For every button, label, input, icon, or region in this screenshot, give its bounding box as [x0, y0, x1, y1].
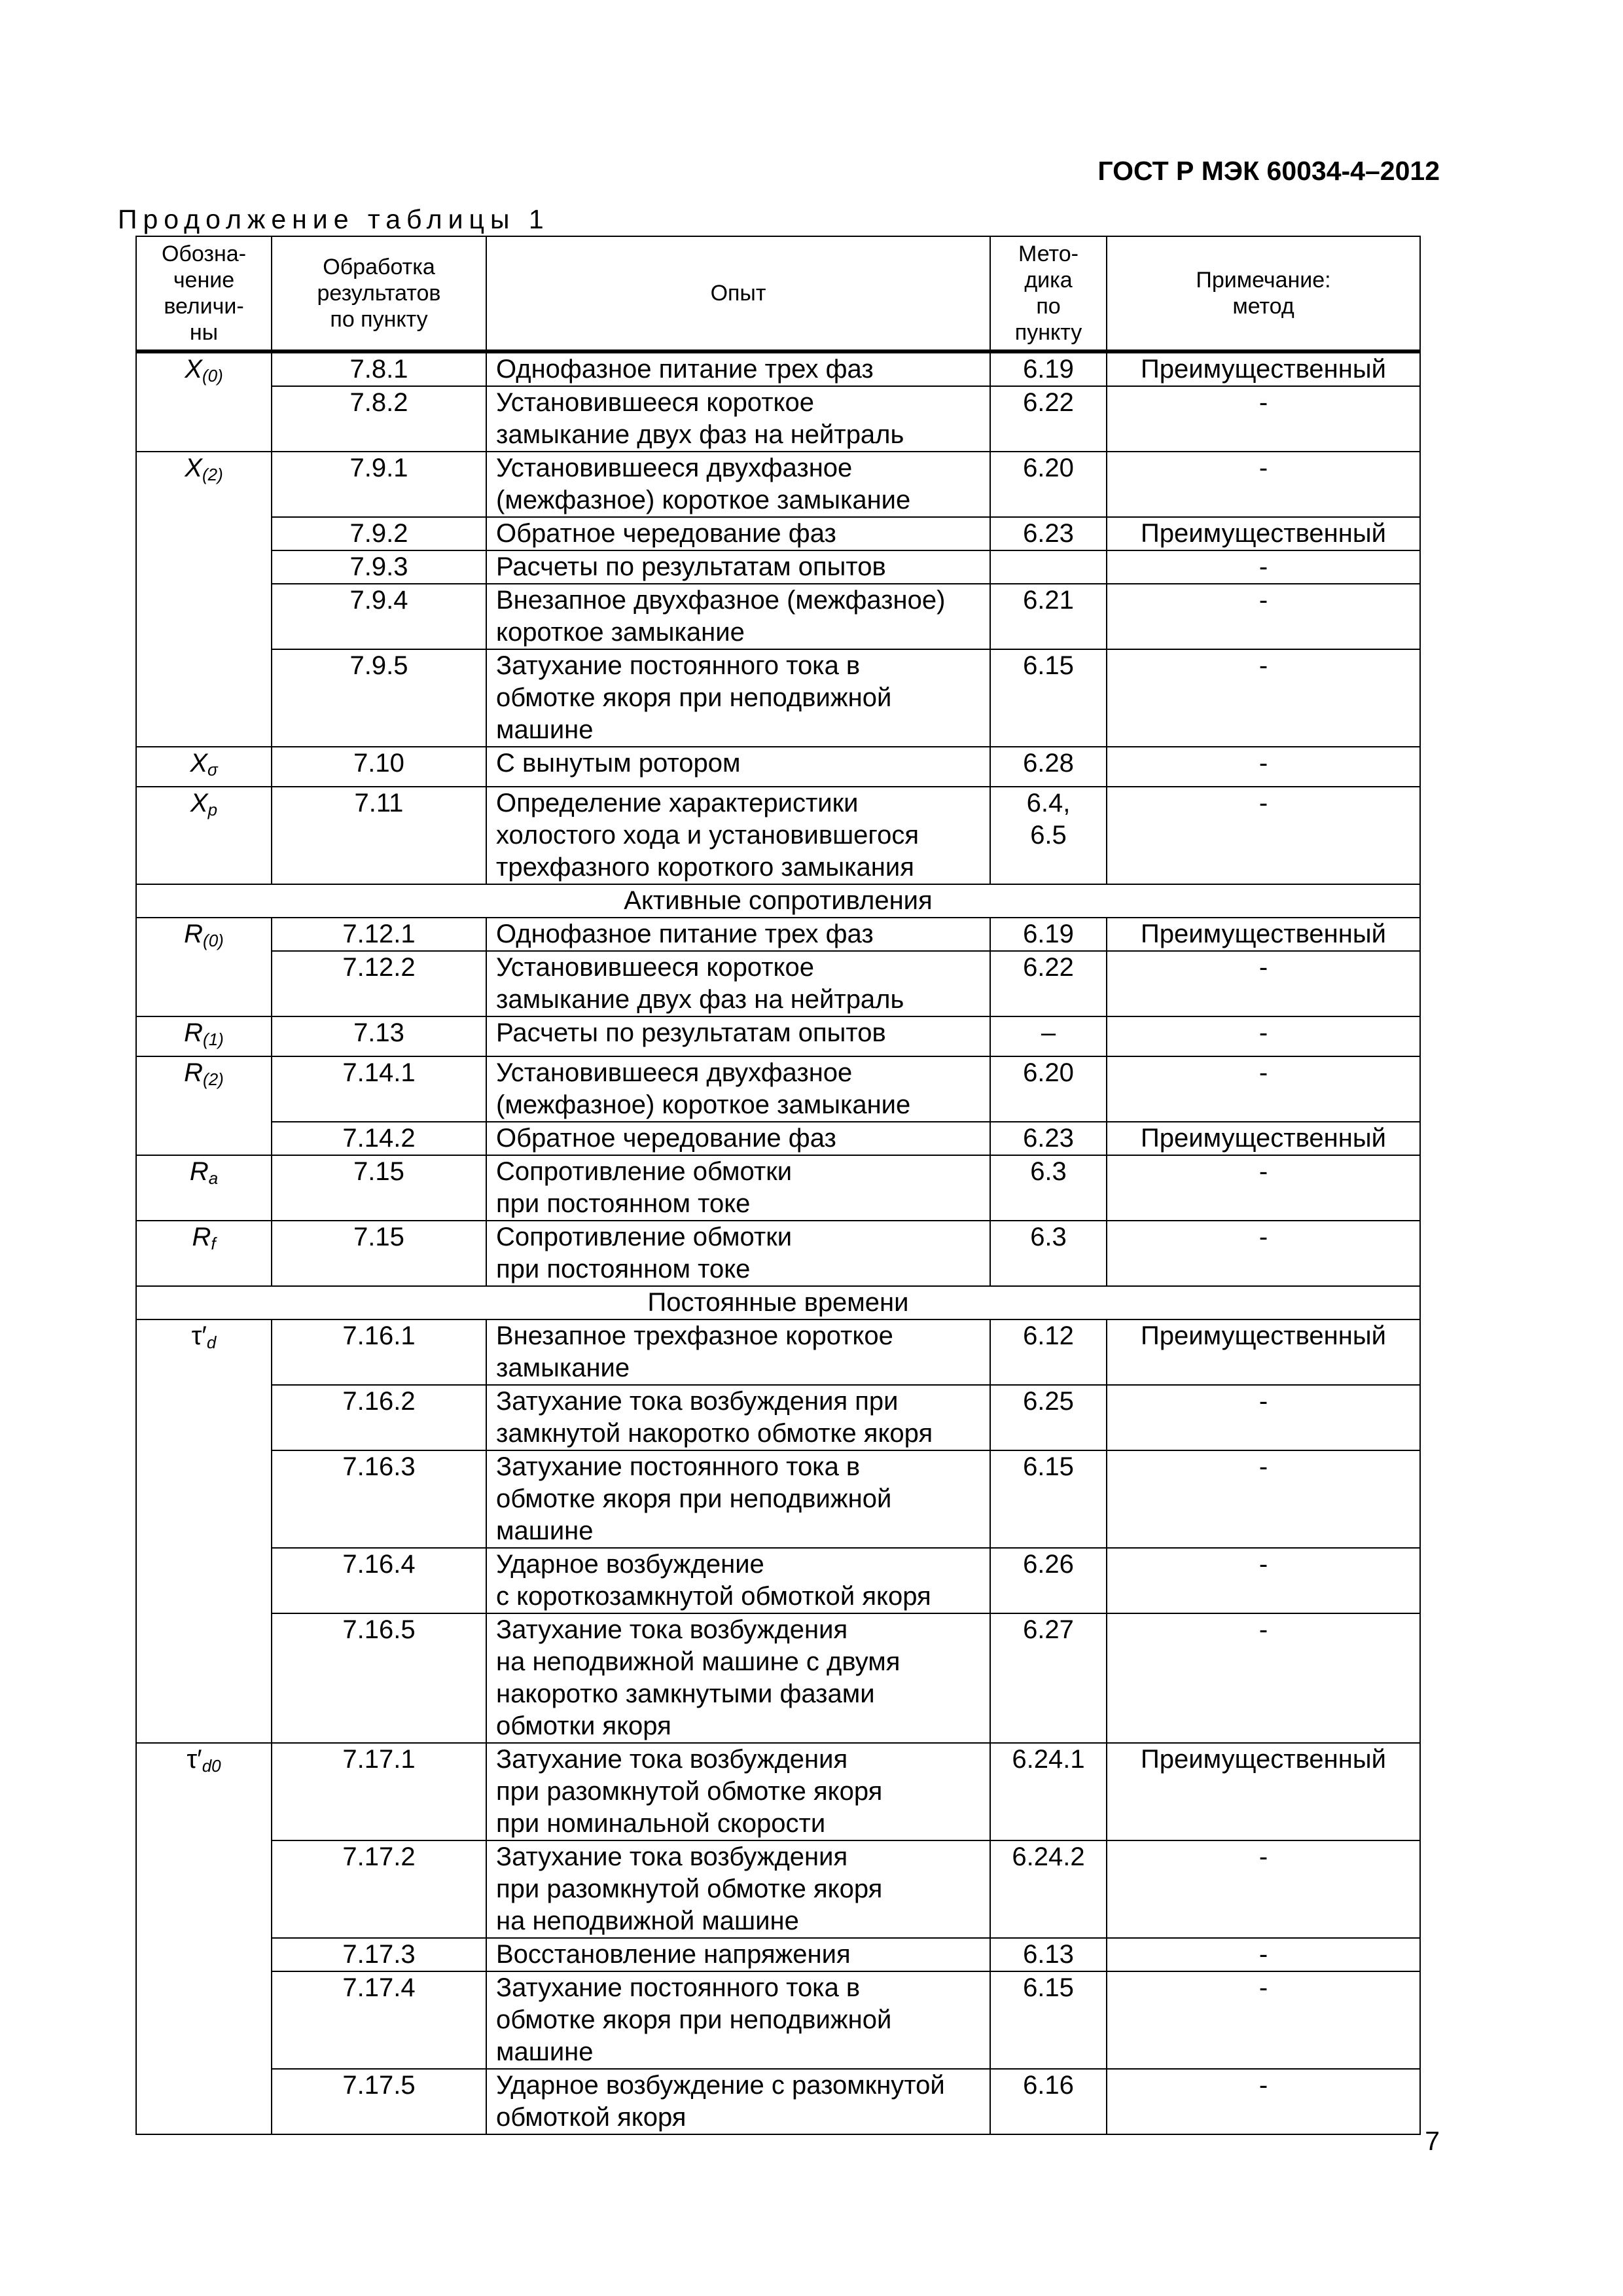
method-cell: 6.25 — [990, 1385, 1107, 1450]
test-cell: Обратное чередование фаз — [486, 517, 990, 550]
table-row — [136, 1971, 1420, 2069]
table-row — [136, 1450, 1420, 1548]
method-cell: 6.24.1 — [990, 1743, 1107, 1840]
note-cell: Преимущественный — [1107, 918, 1420, 951]
table-row — [136, 951, 1420, 1016]
clause-cell: 7.17.4 — [272, 1971, 486, 2069]
table-row — [136, 1385, 1420, 1450]
section-row — [136, 884, 1420, 918]
table-row — [136, 351, 1420, 386]
test-cell: Однофазное питание трех фаз — [486, 351, 990, 386]
test-cell: Затухание тока возбуждения при замкнутой накоротко обмотке якоря — [486, 1385, 990, 1450]
table-row — [136, 747, 1420, 787]
clause-cell: 7.12.2 — [272, 951, 486, 1016]
method-cell: 6.22 — [990, 386, 1107, 452]
header-note: Примечание: метод — [1107, 236, 1420, 351]
note-cell: - — [1107, 1548, 1420, 1613]
note-cell: - — [1107, 2069, 1420, 2134]
table-row — [136, 918, 1420, 951]
clause-cell: 7.12.1 — [272, 918, 486, 951]
test-cell: Ударное возбуждение с короткозамкнутой обмоткой якоря — [486, 1548, 990, 1613]
table-row — [136, 1221, 1420, 1286]
table-caption: Продолжение таблицы 1 — [118, 204, 550, 234]
note-cell: - — [1107, 1450, 1420, 1548]
clause-cell: 7.17.2 — [272, 1840, 486, 1938]
page-number: 7 — [1425, 2126, 1440, 2156]
table-row — [136, 1743, 1420, 1840]
note-cell: Преимущественный — [1107, 1743, 1420, 1840]
table-header-row — [136, 236, 1420, 351]
symbol-x2: $X_{(2)}$ — [136, 452, 272, 747]
note-cell: - — [1107, 1938, 1420, 1971]
clause-cell: 7.9.2 — [272, 517, 486, 550]
test-cell: Внезапное трехфазное короткое замыкание — [486, 1319, 990, 1385]
test-cell: Затухание тока возбуждения при разомкнутой обмотке якоря на неподвижной машине — [486, 1840, 990, 1938]
method-cell: 6.16 — [990, 2069, 1107, 2134]
test-cell: Внезапное двухфазное (межфазное) короткое замыкание — [486, 584, 990, 649]
symbol-tau-d0: $\tau'_{d0}$ — [136, 1743, 272, 2134]
clause-cell: 7.16.1 — [272, 1319, 486, 1385]
test-cell: Расчеты по результатам опытов — [486, 550, 990, 584]
clause-cell: 7.17.3 — [272, 1938, 486, 1971]
table-row — [136, 2069, 1420, 2134]
table-row — [136, 517, 1420, 550]
test-cell: Расчеты по результатам опытов — [486, 1016, 990, 1056]
clause-cell: 7.8.1 — [272, 351, 486, 386]
table-row — [136, 550, 1420, 584]
table-row — [136, 1613, 1420, 1743]
method-cell: 6.3 — [990, 1221, 1107, 1286]
table-row — [136, 1319, 1420, 1385]
method-cell: 6.24.2 — [990, 1840, 1107, 1938]
method-cell: 6.3 — [990, 1155, 1107, 1221]
table-row — [136, 452, 1420, 517]
method-cell: 6.27 — [990, 1613, 1107, 1743]
method-cell — [990, 550, 1107, 584]
test-cell: Сопротивление обмотки при постоянном токе — [486, 1221, 990, 1286]
note-cell: - — [1107, 1016, 1420, 1056]
header-clause: Обработка результатов по пункту — [272, 236, 486, 351]
table-row — [136, 584, 1420, 649]
method-cell: 6.26 — [990, 1548, 1107, 1613]
symbol-ra: $R_a$ — [136, 1155, 272, 1221]
note-cell: - — [1107, 1613, 1420, 1743]
method-cell: 6.20 — [990, 452, 1107, 517]
method-cell: 6.15 — [990, 1450, 1107, 1548]
note-cell: - — [1107, 584, 1420, 649]
test-cell: Определение характеристики холостого хода и установившегося трехфазного короткого замыкания — [486, 787, 990, 884]
note-cell: - — [1107, 452, 1420, 517]
note-cell: Преимущественный — [1107, 517, 1420, 550]
clause-cell: 7.14.1 — [272, 1056, 486, 1122]
document-header: ГОСТ Р МЭК 60034-4–2012 — [1097, 156, 1440, 186]
test-cell: Затухание тока возбуждения на неподвижной машине с двумя накоротко замкнутыми фазами обмотки якоря — [486, 1613, 990, 1743]
clause-cell: 7.9.3 — [272, 550, 486, 584]
table-row — [136, 1016, 1420, 1056]
note-cell: - — [1107, 1385, 1420, 1450]
test-cell: Ударное возбуждение с разомкнутой обмоткой якоря — [486, 2069, 990, 2134]
test-cell: Затухание постоянного тока в обмотке якоря при неподвижной машине — [486, 1450, 990, 1548]
clause-cell: 7.11 — [272, 787, 486, 884]
clause-cell: 7.8.2 — [272, 386, 486, 452]
clause-cell: 7.13 — [272, 1016, 486, 1056]
note-cell: Преимущественный — [1107, 1319, 1420, 1385]
test-cell: Установившееся двухфазное (межфазное) короткое замыкание — [486, 1056, 990, 1122]
test-cell: Сопротивление обмотки при постоянном токе — [486, 1155, 990, 1221]
clause-cell: 7.10 — [272, 747, 486, 787]
clause-cell: 7.16.4 — [272, 1548, 486, 1613]
note-cell: - — [1107, 951, 1420, 1016]
test-cell: Однофазное питание трех фаз — [486, 918, 990, 951]
test-cell: С вынутым ротором — [486, 747, 990, 787]
note-cell: - — [1107, 787, 1420, 884]
table-row — [136, 1155, 1420, 1221]
header-test: Опыт — [486, 236, 990, 351]
method-cell: 6.23 — [990, 1122, 1107, 1155]
note-cell: - — [1107, 550, 1420, 584]
test-cell: Затухание постоянного тока в обмотке якоря при неподвижной машине — [486, 1971, 990, 2069]
note-cell: - — [1107, 649, 1420, 747]
method-cell: 6.15 — [990, 649, 1107, 747]
table-row — [136, 1056, 1420, 1122]
symbol-x0: $X_{(0)}$ — [136, 351, 272, 452]
note-cell: Преимущественный — [1107, 1122, 1420, 1155]
note-cell: - — [1107, 1221, 1420, 1286]
clause-cell: 7.9.1 — [272, 452, 486, 517]
header-symbol: Обозна- чение величи- ны — [136, 236, 272, 351]
section-row — [136, 1286, 1420, 1319]
table-row — [136, 386, 1420, 452]
header-method: Мето- дика по пункту — [990, 236, 1107, 351]
symbol-x-sigma: $X_\sigma$ — [136, 747, 272, 787]
note-cell: - — [1107, 386, 1420, 452]
table-row — [136, 1122, 1420, 1155]
table-row — [136, 1840, 1420, 1938]
clause-cell: 7.17.5 — [272, 2069, 486, 2134]
symbol-tau-d: $\tau'_d$ — [136, 1319, 272, 1743]
method-cell: 6.19 — [990, 351, 1107, 386]
clause-cell: 7.9.4 — [272, 584, 486, 649]
test-cell: Восстановление напряжения — [486, 1938, 990, 1971]
test-cell: Установившееся двухфазное (межфазное) короткое замыкание — [486, 452, 990, 517]
method-cell: 6.13 — [990, 1938, 1107, 1971]
clause-cell: 7.15 — [272, 1155, 486, 1221]
test-cell: Установившееся короткое замыкание двух фаз на нейтраль — [486, 951, 990, 1016]
clause-cell: 7.9.5 — [272, 649, 486, 747]
method-cell: – — [990, 1016, 1107, 1056]
symbol-r2: $R_{(2)}$ — [136, 1056, 272, 1155]
method-cell: 6.4, 6.5 — [990, 787, 1107, 884]
note-cell: Преимущественный — [1107, 351, 1420, 386]
method-cell: 6.15 — [990, 1971, 1107, 2069]
clause-cell: 7.14.2 — [272, 1122, 486, 1155]
test-cell: Затухание постоянного тока в обмотке якоря при неподвижной машине — [486, 649, 990, 747]
symbol-rf: $R_f$ — [136, 1221, 272, 1286]
method-cell: 6.28 — [990, 747, 1107, 787]
table-row — [136, 649, 1420, 747]
test-cell: Обратное чередование фаз — [486, 1122, 990, 1155]
method-cell: 6.12 — [990, 1319, 1107, 1385]
clause-cell: 7.16.2 — [272, 1385, 486, 1450]
note-cell: - — [1107, 747, 1420, 787]
method-cell: 6.23 — [990, 517, 1107, 550]
clause-cell: 7.15 — [272, 1221, 486, 1286]
clause-cell: 7.16.3 — [272, 1450, 486, 1548]
note-cell: - — [1107, 1056, 1420, 1122]
symbol-xp: $X_p$ — [136, 787, 272, 884]
clause-cell: 7.17.1 — [272, 1743, 486, 1840]
table-row — [136, 787, 1420, 884]
data-table — [135, 236, 1421, 2135]
method-cell: 6.21 — [990, 584, 1107, 649]
clause-cell: 7.16.5 — [272, 1613, 486, 1743]
symbol-r1: $R_{(1)}$ — [136, 1016, 272, 1056]
note-cell: - — [1107, 1155, 1420, 1221]
method-cell: 6.20 — [990, 1056, 1107, 1122]
note-cell: - — [1107, 1971, 1420, 2069]
table-row — [136, 1938, 1420, 1971]
method-cell: 6.19 — [990, 918, 1107, 951]
section-active-resistances: Активные сопротивления — [136, 884, 1420, 918]
test-cell: Установившееся короткое замыкание двух фаз на нейтраль — [486, 386, 990, 452]
symbol-r0: $R_{(0)}$ — [136, 918, 272, 1016]
note-cell: - — [1107, 1840, 1420, 1938]
section-time-constants: Постоянные времени — [136, 1286, 1420, 1319]
table-row — [136, 1548, 1420, 1613]
test-cell: Затухание тока возбуждения при разомкнутой обмотке якоря при номинальной скорости — [486, 1743, 990, 1840]
method-cell: 6.22 — [990, 951, 1107, 1016]
